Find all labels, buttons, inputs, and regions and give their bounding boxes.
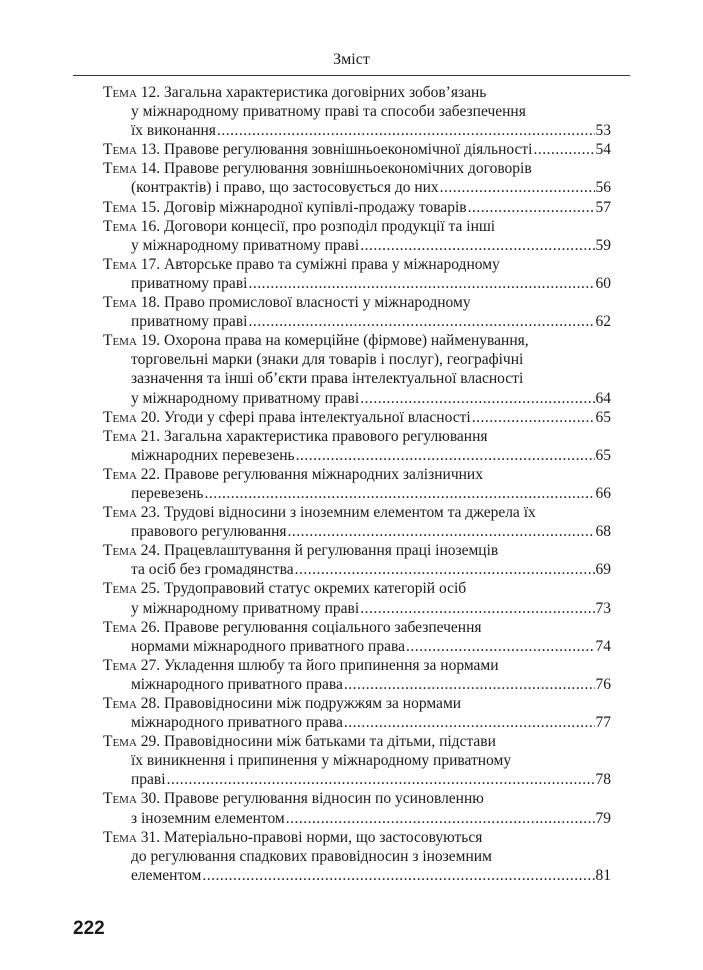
- toc-entry-line: [103, 694, 611, 713]
- toc-page-number[interactable]: 53: [595, 122, 611, 140]
- toc-entry-label: Тема 14.: [103, 160, 161, 178]
- toc-entry-line: [103, 560, 611, 579]
- toc-entry-line: [103, 140, 611, 159]
- dot-leader: [296, 446, 595, 465]
- toc-entry-line: [103, 847, 611, 866]
- toc-entry-line: [103, 675, 611, 694]
- toc-entry: [103, 694, 611, 732]
- toc-entry-title: Правове регулювання зовнішньоекономічних договорів: [164, 160, 532, 178]
- toc-entry: [103, 732, 611, 789]
- header-rule: [73, 75, 630, 76]
- toc-entry-title: перевезень: [131, 484, 204, 502]
- toc-entry-title: Правове регулювання зовнішньоекономічної діяльності: [164, 141, 533, 159]
- toc-entry-title: Загальна характеристика правового регулювання: [164, 427, 488, 445]
- toc-entry-label: Тема 30.: [103, 790, 161, 808]
- running-head-title: Зміст: [333, 51, 370, 68]
- toc-entry-title: у міжнародному приватному праві: [131, 389, 360, 407]
- toc-entry-title: міжнародних перевезень: [131, 446, 295, 464]
- toc-entry-line: [103, 446, 611, 465]
- toc-entry-label: Тема 26.: [103, 618, 161, 636]
- toc-entry-line: [103, 312, 611, 331]
- toc-entry-title: приватному праві: [131, 274, 248, 292]
- toc-entry-title: у міжнародному приватному праві: [131, 236, 360, 254]
- toc-entry-title: зазначення та інші об’єкти права інтелектуальної власності: [131, 370, 524, 388]
- toc-entry-label: Тема 22.: [103, 465, 161, 483]
- toc-entry-title: Право промислової власності у міжнародному: [164, 294, 471, 312]
- toc-entry-title: Охорона права на комерційне (фірмове) найменування,: [164, 332, 529, 350]
- toc-entry: [103, 159, 611, 197]
- dot-leader: [344, 713, 595, 732]
- toc-entry-line: [103, 159, 611, 178]
- toc-entry-line: [103, 217, 611, 236]
- toc-page-number[interactable]: 76: [595, 675, 611, 693]
- toc-entry-label: Тема 27.: [103, 656, 161, 674]
- toc-entry-title: та осіб без громадянства: [131, 561, 294, 579]
- toc-entry-line: [103, 236, 611, 255]
- toc-page-number[interactable]: 74: [595, 637, 611, 655]
- toc-entry-line: [103, 713, 611, 732]
- toc-entry-line: [103, 121, 611, 140]
- toc-entry-label: Тема 29.: [103, 733, 161, 751]
- toc-entry-title: з іноземним елементом: [131, 809, 285, 827]
- toc-page-number[interactable]: 56: [595, 179, 611, 197]
- toc-entry: [103, 217, 611, 255]
- toc-page-number[interactable]: 79: [595, 809, 611, 827]
- toc-entry-line: [103, 331, 611, 350]
- dot-leader: [360, 236, 594, 255]
- toc-entry: [103, 255, 611, 293]
- toc-entry: [103, 293, 611, 331]
- toc-entry: [103, 618, 611, 656]
- toc-entry: [103, 828, 611, 885]
- toc-entry-title: приватному праві: [131, 313, 248, 331]
- toc-entry: [103, 789, 611, 827]
- toc-entry-line: [103, 102, 611, 121]
- toc-entry-title: у міжнародному приватному праві: [131, 599, 360, 617]
- toc-entry-line: [103, 83, 611, 102]
- dot-leader: [248, 312, 594, 331]
- dot-leader: [360, 599, 594, 618]
- toc-entry-title: Працевлаштування й регулювання праці іноземців: [164, 542, 499, 560]
- toc-entry-line: [103, 866, 611, 885]
- toc-page-number[interactable]: 65: [595, 446, 611, 464]
- toc-page-number[interactable]: 64: [595, 389, 611, 407]
- toc-entry-label: Тема 15.: [103, 198, 161, 216]
- dot-leader: [217, 121, 595, 140]
- toc-entry-line: [103, 274, 611, 293]
- toc-entry-title: Правовідносини між батьками та дітьми, підстави: [164, 733, 496, 751]
- toc-entry-label: Тема 25.: [103, 580, 161, 598]
- dot-leader: [468, 198, 595, 217]
- toc-entry-title: торговельні марки (знаки для товарів і послуг), географічні: [131, 351, 524, 369]
- toc-entry-title: Трудоправовий статус окремих категорій осіб: [164, 580, 467, 598]
- toc-entry-label: Тема 12.: [103, 84, 161, 101]
- toc-entry: [103, 503, 611, 541]
- toc-entry-line: [103, 293, 611, 312]
- toc-entry-line: [103, 599, 611, 618]
- toc-entry-label: Тема 17.: [103, 255, 161, 273]
- toc-entry-title: праві: [131, 771, 166, 789]
- toc-entry-title: їх виникнення і припинення у міжнародному приватному: [131, 752, 512, 770]
- toc-entry-title: Правове регулювання соціального забезпечення: [164, 618, 482, 636]
- toc-entry-label: Тема 31.: [103, 828, 161, 846]
- toc-entry-title: Трудові відносини з іноземним елементом та джерела їх: [164, 504, 536, 522]
- toc-entry-title: елементом: [131, 866, 202, 884]
- toc-entry-title: нормами міжнародного приватного права: [131, 637, 405, 655]
- toc-entry-label: Тема 16.: [103, 217, 161, 235]
- toc-entry-title: Правове регулювання відносин по усиновленню: [164, 790, 484, 808]
- toc-entry: [103, 465, 611, 503]
- toc-entry-line: [103, 579, 611, 598]
- toc-entry: [103, 331, 611, 407]
- dot-leader: [167, 770, 595, 789]
- toc-entry-label: Тема 23.: [103, 504, 161, 522]
- dot-leader: [248, 274, 594, 293]
- toc-entry: [103, 198, 611, 217]
- toc-page-number[interactable]: 77: [595, 714, 611, 732]
- toc-entry: [103, 656, 611, 694]
- dot-leader: [534, 140, 595, 159]
- toc-page-number[interactable]: 54: [595, 141, 611, 159]
- toc-entry-title: міжнародного приватного права: [131, 675, 343, 693]
- toc-page-number[interactable]: 66: [595, 484, 611, 502]
- toc-page-number[interactable]: 73: [595, 599, 611, 617]
- toc-entry-line: [103, 541, 611, 560]
- toc-entry-title: (контрактів) і право, що застосовується до них: [131, 179, 439, 197]
- toc-entry-line: [103, 255, 611, 274]
- toc-entry-label: Тема 19.: [103, 332, 161, 350]
- toc-entry-line: [103, 751, 611, 770]
- toc-entry-title: їх виконання: [131, 122, 216, 140]
- toc-entry: [103, 408, 611, 427]
- toc-page-number[interactable]: 69: [595, 561, 611, 579]
- toc-entry-line: [103, 732, 611, 751]
- toc-entry: [103, 83, 611, 140]
- dot-leader: [406, 637, 595, 656]
- toc-entry-line: [103, 789, 611, 808]
- toc-entry-title: Укладення шлюбу та його припинення за нормами: [164, 656, 499, 674]
- toc-entry-line: [103, 427, 611, 446]
- toc-entry-line: [103, 809, 611, 828]
- toc-entry-title: Матеріально-правові норми, що застосовуються: [164, 828, 483, 846]
- toc-entry-line: [103, 408, 611, 427]
- toc-entry-line: [103, 828, 611, 847]
- toc-entry-line: [103, 350, 611, 369]
- toc-entry-line: [103, 656, 611, 675]
- toc-entry-title: Договори концесії, про розподіл продукції та інші: [164, 217, 496, 235]
- toc-entry-title: Правове регулювання міжнародних залізничних: [164, 465, 483, 483]
- toc-entry-line: [103, 618, 611, 637]
- table-of-contents: [103, 83, 611, 885]
- toc-entry: [103, 427, 611, 465]
- toc-entry-title: Авторське право та суміжні права у міжнародному: [164, 255, 500, 273]
- toc-page-number[interactable]: 65: [595, 408, 611, 426]
- toc-entry-label: Тема 28.: [103, 695, 161, 712]
- toc-entry-label: Тема 24.: [103, 542, 161, 560]
- toc-entry-title: міжнародного приватного права: [131, 714, 343, 732]
- toc-entry-label: Тема 18.: [103, 294, 161, 312]
- toc-page-number[interactable]: 81: [595, 866, 611, 884]
- toc-page-number[interactable]: 60: [595, 274, 611, 292]
- toc-entry-title: Угоди у сфері права інтелектуальної власності: [164, 408, 471, 426]
- toc-entry-line: [103, 503, 611, 522]
- toc-entry-title: до регулювання спадкових правовідносин з іноземним: [131, 847, 492, 865]
- toc-entry-line: [103, 389, 611, 408]
- toc-entry-label: Тема 13.: [103, 141, 161, 159]
- toc-entry-line: [103, 484, 611, 503]
- toc-page-number[interactable]: 68: [595, 523, 611, 541]
- toc-entry: [103, 579, 611, 617]
- toc-entry: [103, 541, 611, 579]
- dot-leader: [440, 178, 595, 197]
- dot-leader: [286, 809, 595, 828]
- dot-leader: [360, 389, 594, 408]
- dot-leader: [344, 675, 595, 694]
- dot-leader: [204, 484, 594, 503]
- page-number: 222: [73, 918, 105, 939]
- toc-entry-label: Тема 21.: [103, 427, 161, 445]
- toc-entry-title: Загальна характеристика договірних зобов’язань: [164, 84, 487, 101]
- toc-page-number[interactable]: 78: [595, 771, 611, 789]
- toc-entry-label: Тема 20.: [103, 408, 161, 426]
- toc-page-number[interactable]: 59: [595, 236, 611, 254]
- toc-entry-line: [103, 465, 611, 484]
- toc-entry-line: [103, 369, 611, 388]
- toc-page-number[interactable]: 62: [595, 313, 611, 331]
- toc-entry-title: правового регулювання: [131, 523, 287, 541]
- dot-leader: [472, 408, 595, 427]
- dot-leader: [202, 866, 594, 885]
- dot-leader: [288, 522, 595, 541]
- toc-entry: [103, 140, 611, 159]
- toc-page-number[interactable]: 57: [595, 198, 611, 216]
- toc-entry-line: [103, 770, 611, 789]
- toc-entry-title: Договір міжнародної купівлі-продажу товарів: [164, 198, 467, 216]
- toc-entry-line: [103, 522, 611, 541]
- toc-entry-title: Правовідносини між подружжям за нормами: [164, 695, 462, 712]
- dot-leader: [295, 560, 595, 579]
- toc-entry-line: [103, 198, 611, 217]
- toc-entry-line: [103, 178, 611, 197]
- toc-entry-title: у міжнародному приватному праві та способи забезпечення: [131, 103, 526, 121]
- toc-entry-line: [103, 637, 611, 656]
